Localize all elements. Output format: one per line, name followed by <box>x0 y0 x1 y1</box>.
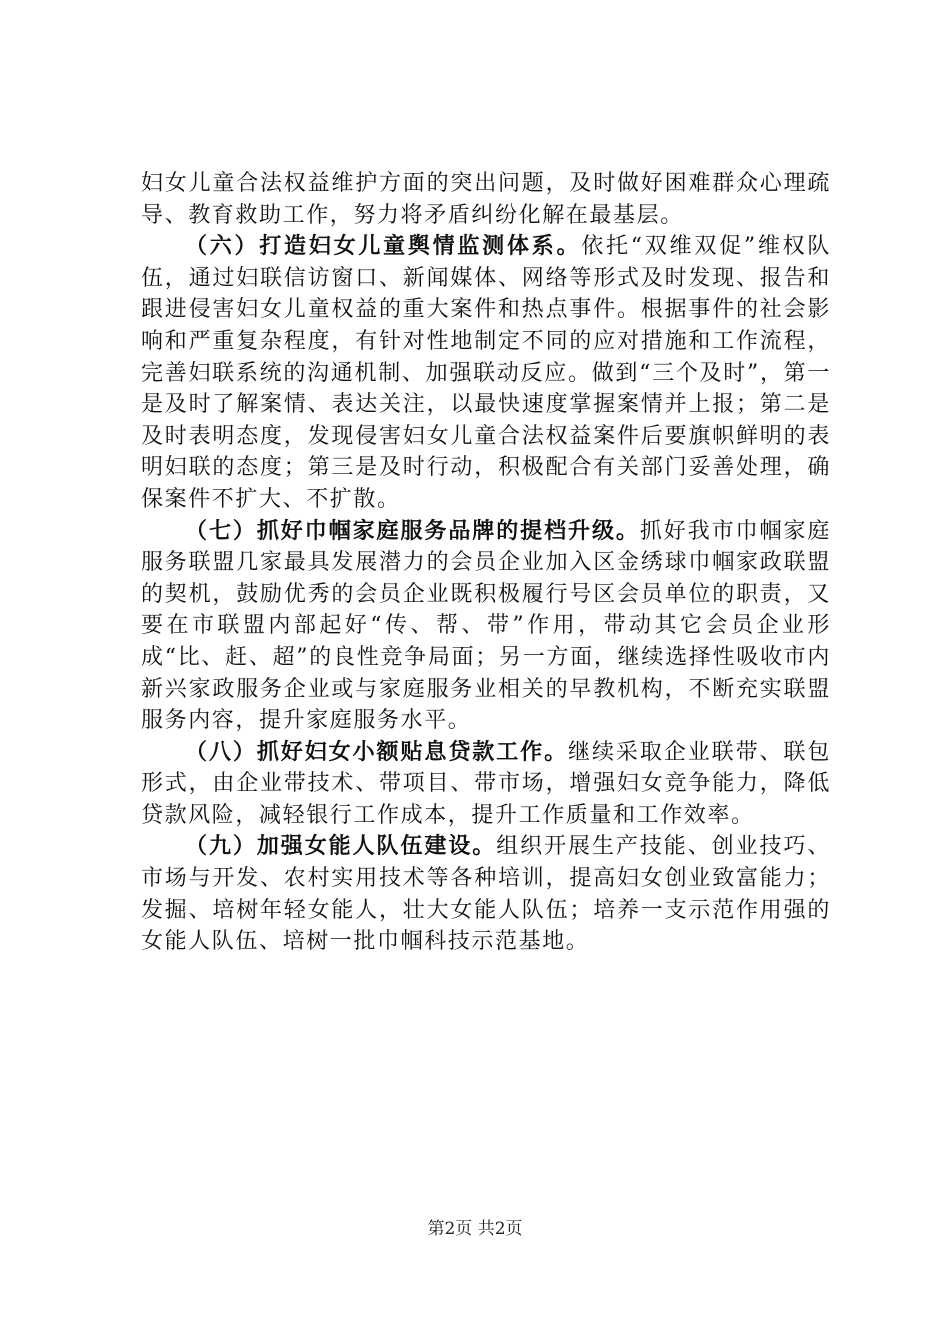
paragraph-section-7 <box>141 516 831 737</box>
section-heading: （六）打造妇女儿童舆情监测体系。 <box>185 234 582 260</box>
paragraph-text: 抓好我市巾帼家庭服务联盟几家最具发展潜力的会员企业加入区金绣球巾帼家政联盟的契机，鼓励优秀的会员企业既积极履行号区会员单位的职责，又要在市联盟内部起好“传、帮、带”作用，带动其它会员企业形成“比、赶、超”的良性竞争局面；另一方面，继续选择性吸收市内新兴家政服务企业或与家庭服务业相关的早教机构，不断充实联盟服务内容，提升家庭服务水平。 <box>141 518 831 734</box>
paragraph-section-6 <box>141 231 831 515</box>
paragraph-text: 继续采取企业联带、联包形式，由企业带技术、带项目、带市场，增强妇女竞争能力，降低贷款风险，减轻银行工作成本，提升工作质量和工作效率。 <box>141 739 831 828</box>
paragraph-section-9 <box>141 831 831 957</box>
section-heading: （七）抓好巾帼家庭服务品牌的提档升级。 <box>185 518 640 544</box>
section-heading: （九）加强女能人队伍建设。 <box>185 834 497 860</box>
section-heading: （八）抓好妇女小额贴息贷款工作。 <box>185 739 569 765</box>
paragraph-text: 依托“双维双促”维权队伍，通过妇联信访窗口、新闻媒体、网络等形式及时发现、报告和跟进侵害妇女儿童权益的重大案件和热点事件。根据事件的社会影响和严重复杂程度，有针对性地制定不同的应对措施和工作流程，完善妇联系统的沟通机制、加强联动反应。做到“三个及时”，第一是及时了解案情、表达关注，以最快速度掌握案情并上报；第二是及时表明态度，发现侵害妇女儿童合法权益案件后要旗帜鲜明的表明妇联的态度；第三是及时行动，积极配合有关部门妥善处理，确保案件不扩大、不扩散。 <box>141 234 831 512</box>
paragraph-section-8 <box>141 737 831 832</box>
paragraph-text: 组织开展生产技能、创业技巧、市场与开发、农村实用技术等各种培训，提高妇女创业致富能力；发掘、培树年轻女能人，壮大女能人队伍；培养一支示范作用强的女能人队伍、培树一批巾帼科技示范基地。 <box>141 834 831 955</box>
paragraph-continuation <box>141 168 831 231</box>
page-footer: 第2页 共2页 <box>427 1219 523 1239</box>
document-body <box>141 168 831 958</box>
paragraph-text: 妇女儿童合法权益维护方面的突出问题，及时做好困难群众心理疏导、教育救助工作，努力将矛盾纠纷化解在最基层。 <box>141 171 831 228</box>
